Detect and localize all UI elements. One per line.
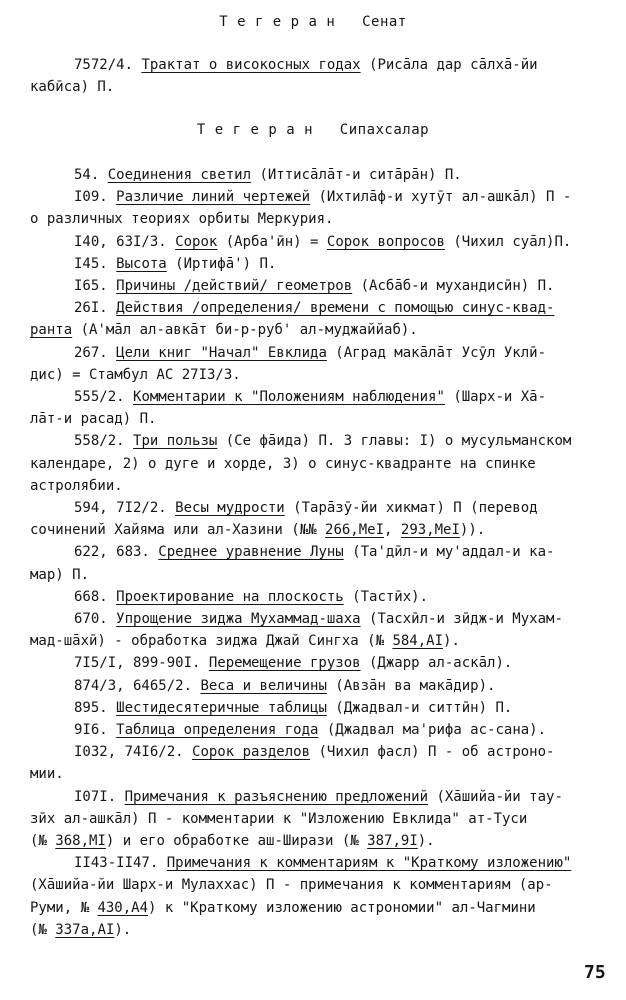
entry-title: Шестидесятеричные таблицы [116,699,327,716]
entry-text: 558/2. [74,433,134,450]
entry-text: (Рисāла дар сāлхā-йи [360,57,538,73]
entry-text: лāт-и расад) П. [30,411,157,428]
entry-line [30,921,131,939]
entry-title: Трактат о високосных годах [141,57,361,73]
entry-text: (Иртифā') П. [166,255,277,272]
entry-line [30,632,460,650]
entry-text: (Арба'ӣн) = [217,233,327,250]
entry-title: 430,А4 [97,899,149,916]
entry-title: Комментарии к "Положениям наблюдения" [133,389,445,405]
entry-text: (Асбāб-и мухандисӣн) П. [352,278,555,294]
entry-text: 9I6. [74,722,117,738]
entry-text: Руми, № [30,899,98,916]
entry-line [74,721,546,739]
entry-line [30,832,435,850]
entry-text: (А'мāл ал-авкāт би-р-руб' ал-муджаййаб). [72,322,418,339]
entry-text: (Ихтилāф-и хутӯт ал-ашкāл) П - [310,189,572,206]
entry-text: (Авзāн ва макāдир). [326,677,496,694]
entry-text: 874/3, 6465/2. [74,677,201,694]
entry-line [30,455,536,473]
entry-line [74,233,571,251]
entry-text: мар) П. [30,566,90,583]
entry-text: I40, 63I/3. [74,233,176,250]
entry-title: Цели книг "Начал" Евклида [116,344,327,361]
entry-text: (Аград макāлāт Усӯл Уклӣ- [326,344,547,361]
entry-line [74,654,512,672]
entry-text: (№ [30,833,56,849]
entry-line [30,521,485,539]
entry-text: кабӣса) П. [30,79,115,96]
entry-line [74,344,546,362]
entry-title: Действия /определения/ времени с помощью синус-квад- [116,300,555,317]
entry-title: Сорок разделов [192,744,311,761]
entry-title: 337а,АI [55,921,115,938]
entry-text: дис) = Стамбул АС 27I3/3. [30,366,241,383]
entry-title: 368,МI [55,833,106,849]
entry-text: сочинений Хайяма или ал-Хазини (№№ [30,522,326,539]
entry-title: 293,МеI [400,522,460,539]
entry-text: I032, 74I6/2. [74,744,193,761]
heading-tehran-sipahsalar: Т е г е р а н Сипахсалар [196,122,430,138]
entry-text: (Чихил фасл) П - об астроно- [310,744,555,761]
entry-title: Высота [116,255,167,272]
entry-line [74,543,554,561]
entry-text: I07I. [74,788,125,805]
entry-title: Сорок [175,233,218,250]
entry-line [74,188,571,206]
entry-line [74,255,276,273]
entry-text: (Джадвал-и ситтӣн) П. [326,699,513,716]
entry-title: Проектирование на плоскость [116,588,344,605]
entry-text: ). [443,633,460,650]
entry-title: Сорок вопросов [326,233,445,250]
page-number: 75 [584,962,606,983]
entry-line [30,366,241,384]
entry-title: 584,АI [392,633,444,650]
entry-text: 26I. [74,300,117,317]
entry-text: зӣх ал-ашкāл) П - комментарии к "Изложению Евклида" ат-Туси [30,810,528,827]
entry-line [30,410,156,428]
entry-text: (Тарāзӯ-йи хикмат) П (перевод [284,500,538,516]
entry-line [74,277,554,295]
entry-text: II43-II47. [74,855,167,872]
entry-text: о различных теориях орбиты Меркурия. [30,211,334,228]
entry-line [30,810,527,828]
entry-line [74,610,563,628]
entry-title: Причины /действий/ геометров [116,278,353,294]
entry-title: Весы мудрости [175,500,285,516]
entry-text: (Се фāида) П. 3 главы: I) о мусульманском [217,433,572,450]
entry-line [30,765,64,783]
entry-text: (Та'дӣл-и му'аддал-и ка- [343,544,555,561]
entry-text: астролябии. [30,477,123,494]
entry-text: мад-шāхӣ) - обработка зиджа Джай Сингха (№ [30,633,393,650]
entry-title: Среднее уравнение Луны [158,544,344,561]
entry-text: 895. [74,699,117,716]
entry-line [30,477,123,495]
entry-text: )). [459,522,486,539]
entry-text: 622, 683. [74,544,159,561]
entry-line [30,210,333,228]
entry-title: Соединения светил [107,167,252,183]
entry-line [74,588,428,606]
entry-text: (Тасхӣл-и зӣдж-и Мухам- [360,611,563,627]
entry-line [74,788,563,806]
entry-text: (Хāшийа-йи Шарх-и Мулаххас) П - примечания к комментариям (ар- [30,877,553,894]
entry-line [74,499,538,517]
entry-text: I65. [74,278,117,294]
entry-text: 7I5/I, 899-90I. [74,655,209,672]
entry-text: (Джарр ал-аскāл). [360,655,513,672]
entry-title: Примечания к разъяснению предложений [124,788,429,805]
entry-title: Различие линий чертежей [116,189,311,206]
entry-title: Таблица определения года [116,722,319,738]
entry-line [30,321,418,339]
entry-text: 668. [74,588,117,605]
heading-tehran-senate: Т е г е р а н Сенат [219,14,407,30]
entry-text: (Джадвал ма'рифа ас-сана). [318,722,547,738]
entry-title: Веса и величины [200,677,327,694]
entry-text: 594, 7I2/2. [74,500,176,516]
entry-title: Три пользы [133,433,218,450]
entry-text: ). [114,921,132,938]
entry-line [74,743,554,761]
entry-text: ) к "Краткому изложению астрономии" ал-Чагмини [148,899,536,916]
entry-line [30,899,536,917]
entry-text: мии. [30,766,64,783]
entry-line [74,854,571,872]
entry-text: I45. [74,255,117,272]
entry-text: 54. [74,167,108,183]
entry-text: ). [417,833,435,849]
entry-text: (№ [30,921,56,938]
entry-line [30,78,114,96]
entry-text: (Шарх-и Хā- [444,389,547,405]
entry-line [30,876,553,894]
entry-line [74,699,512,717]
entry-text: (Иттисāлāт-и ситāрāн) П. [251,167,462,183]
entry-line [74,432,571,450]
entry-title: 266,МеI [325,522,385,539]
entry-title: ранта [30,322,73,339]
entry-line [74,299,554,317]
entry-line [74,677,495,695]
entry-text: (Хāшийа-йи тау- [428,788,563,805]
entry-text: (Тастӣх). [343,588,429,605]
entry-text: (Чихил суāл)П. [444,233,572,250]
entry-line [74,56,538,74]
entry-title: Упрощение зиджа Мухаммад-шаха [116,611,361,627]
entry-text: I09. [74,189,117,206]
entry-text: 670. [74,611,117,627]
entry-text: 7572/4. [74,57,142,73]
entry-text: ) и его обработке аш-Ширази (№ [105,833,368,849]
entry-text: 555/2. [74,389,134,405]
entry-line [30,566,89,584]
entry-line [74,166,462,184]
entry-title: Примечания к комментариям к "Краткому изложению" [166,855,572,872]
entry-line [74,388,546,406]
entry-text: , [384,522,401,539]
entry-text: календаре, 2) о дуге и хорде, 3) о синус-квадранте на спинке [30,455,536,472]
entry-text: 267. [74,344,117,361]
entry-title: 387,9I [367,833,418,849]
entry-title: Перемещение грузов [208,655,361,672]
